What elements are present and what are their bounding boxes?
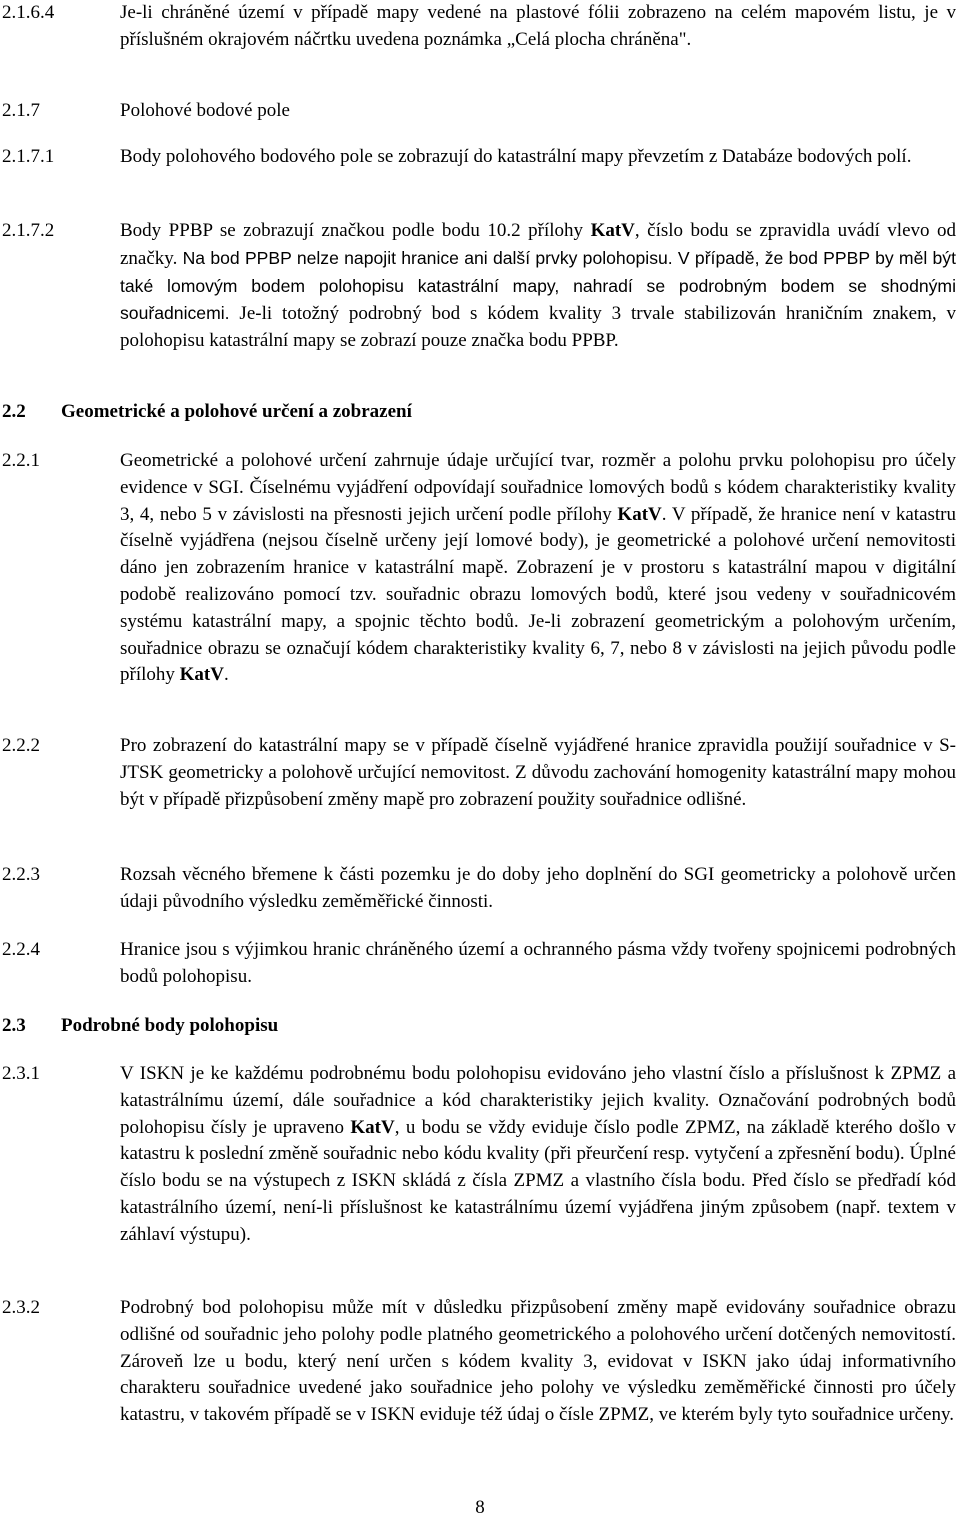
heading-title: Polohové bodové pole	[120, 100, 290, 121]
section-text: Je-li chráněné území v případě mapy vedené na plastové fólii zobrazeno na celém mapovém listu, je v příslušném okrajovém náčrtku uvedena poznámka „Celá plocha chráněna".	[120, 2, 956, 50]
section-number: 2.1.7.1	[2, 146, 55, 167]
section-number: 2.2.2	[2, 735, 40, 756]
section-text: Pro zobrazení do katastrální mapy se v případě číselně vyjádřené hranice zpravidla použijí souřadnice v S-JTSK geometricky a polohově určující nemovitost. Z důvodu zachování homogenity katastrální mapy mohou být v případě přizpůsobení změny mapě pro zobrazení použity souřadnice odlišné.	[120, 735, 956, 810]
section-text	[120, 448, 956, 689]
section-number: 2.1.6.4	[2, 2, 55, 23]
section-number: 2.2.1	[2, 450, 40, 471]
heading-number: 2.1.7	[2, 100, 40, 121]
section-text	[120, 1061, 956, 1249]
section-text: Podrobný bod polohopisu může mít v důsledku přizpůsobení změny mapě evidovány souřadnice obrazu odlišné od souřadnic jeho polohy podle platného geometrického a polohového určení dotčených nemovitostí. Zároveň lze u bodu, který není určen s kódem kvality 3, evidovat v ISKN jako údaj informativního charakteru souřadnice uvedené jako souřadnice jeho polohy ve výsledku zeměměřické činnosti pro účely katastru, v takovém případě se v ISKN eviduje též údaj o čísle ZPMZ, ve kterém byly tyto souřadnice určeny.	[120, 1297, 956, 1426]
text-run-sans: Na bod PPBP nelze napojit hranice ani další prvky polohopisu. V případě, že bod PPBP by měl být také lomovým bodem polohopisu katastrální mapy, nahradí se podrobným bodem se shodnými souřadnicemi.	[120, 247, 956, 324]
heading-number: 2.2	[2, 401, 26, 422]
heading-title: Podrobné body polohopisu	[61, 1015, 279, 1036]
text-run: , číslo bodu se zpravidla uvádí vlevo od značky.	[120, 220, 957, 269]
text-run: , u bodu se vždy eviduje číslo podle ZPMZ, na základě kterého došlo v katastru k poslední změně souřadnic nebo kódu kvality (při přeurčení resp. vytyčení a zpřesnění bodu). Úplné číslo bodu se na výstupech z ISKN skládá z čísla ZPMZ a vlastního čísla bodu. Před číslo se předřadí kód katastrálního území, není-li příslušnost ke katastrálnímu území vyjádřena jiným způsobem (např. textem v záhlaví výstupu).	[120, 1116, 956, 1245]
text-run: . V případě, že hranice není v katastru číselně vyjádřena (nejsou číselně určeny její lomové body), je geometrické a polohové určení nemovitosti dáno jen zobrazením hranice v katastrální mapě. Zobrazení je v prostoru s katastrální mapou v digitální podobě realizováno pomocí tzv. souřadnic obrazu lomových bodů, které jsou vedeny v souřadnicovém systému katastrální mapy, a spojnic těchto bodů. Je-li zobrazení geometrickým a polohovým určením, souřadnice obrazu se označují kódem charakteristiky kvality 6, 7, nebo 8 v závislosti na jejich původu podle přílohy	[120, 503, 956, 686]
section-number: 2.2.4	[2, 939, 40, 960]
page-number: 8	[475, 1497, 485, 1518]
heading-number: 2.3	[2, 1015, 26, 1036]
text-run: Je-li totožný podrobný bod s kódem kvality 3 trvale stabilizován hraničním znakem, v polohopisu katastrální mapy se zobrazí pouze značka bodu PPBP.	[120, 303, 956, 352]
section-number: 2.2.3	[2, 864, 40, 885]
text-run: Body PPBP se zobrazují značkou podle bodu 10.2 přílohy	[120, 220, 591, 241]
section-text: Body polohového bodového pole se zobrazují do katastrální mapy převzetím z Databáze bodových polí.	[120, 146, 912, 167]
text-run: Geometrické a polohové určení zahrnuje údaje určující tvar, rozměr a polohu prvku polohopisu pro účely evidence v SGI. Číselnému vyjádření odpovídají souřadnice lomových bodů s kódem charakteristiky kvality 3, 4, nebo 5 v závislosti na přesnosti jejich určení podle přílohy	[120, 450, 956, 525]
text-run: V ISKN je ke každému podrobnému bodu polohopisu evidováno jeho vlastní číslo a příslušnost k ZPMZ a katastrálnímu území, dále souřadnice a kód charakteristiky jejich kvality. Označování podrobných bodů polohopisu čísly je upraveno	[120, 1063, 956, 1138]
section-text	[120, 218, 956, 355]
text-run: .	[223, 664, 229, 686]
katv-reference: KatV	[179, 664, 224, 686]
katv-reference: KatV	[617, 503, 662, 525]
section-text: Hranice jsou s výjimkou hranic chráněného území a ochranného pásma vždy tvořeny spojnicemi podrobných bodů polohopisu.	[120, 939, 956, 987]
heading-title: Geometrické a polohové určení a zobrazení	[61, 401, 412, 422]
section-number: 2.3.1	[2, 1063, 40, 1084]
section-number: 2.3.2	[2, 1297, 40, 1318]
section-number: 2.1.7.2	[2, 220, 55, 241]
katv-reference: KatV	[350, 1116, 395, 1138]
katv-reference: KatV	[590, 220, 635, 241]
section-text: Rozsah věcného břemene k části pozemku je do doby jeho doplnění do SGI geometricky a polohově určen údaji původního výsledku zeměměřické činnosti.	[120, 864, 956, 912]
